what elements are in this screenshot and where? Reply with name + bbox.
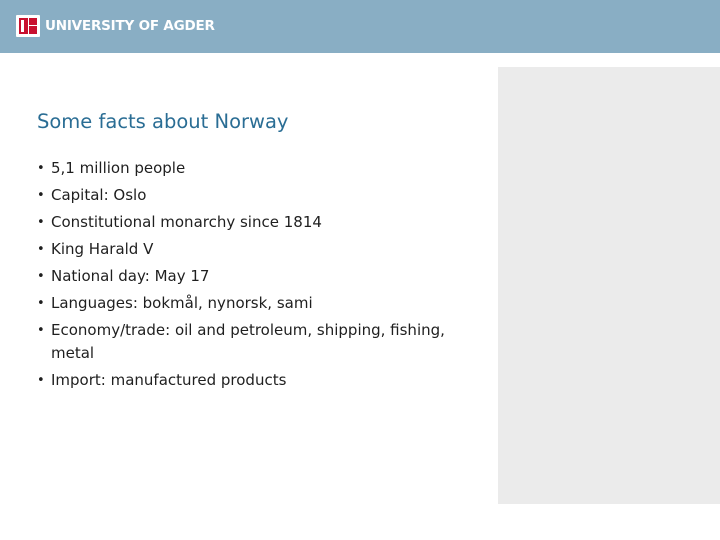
- bullet-item: [37, 157, 477, 180]
- bullet-dot: •: [37, 188, 45, 203]
- bullet-dot: •: [37, 161, 45, 176]
- bullet-text: King Harald V: [51, 240, 154, 258]
- bullet-text: Constitutional monarchy since 1814: [51, 213, 322, 231]
- slide-title: Some facts about Norway: [37, 110, 289, 133]
- bullet-item: [37, 319, 477, 365]
- bullet-dot: •: [37, 323, 45, 338]
- bullet-dot: •: [37, 373, 45, 388]
- bullet-text: Import: manufactured products: [51, 371, 287, 389]
- bullet-dot: •: [37, 269, 45, 284]
- header-bar: [0, 0, 720, 53]
- bullet-item: [37, 265, 477, 288]
- bullet-list: [37, 157, 477, 396]
- bullet-text: Capital: Oslo: [51, 186, 147, 204]
- bullet-item: [37, 211, 477, 234]
- bullet-item: [37, 238, 477, 261]
- university-logo: [16, 15, 215, 37]
- bullet-text: Economy/trade: oil and petroleum, shipping, fishing, metal: [51, 321, 445, 362]
- logo-text: UNIVERSITY OF AGDER: [45, 18, 215, 34]
- bullet-text: National day: May 17: [51, 267, 210, 285]
- bullet-text: Languages: bokmål, nynorsk, sami: [51, 294, 313, 312]
- bullet-dot: •: [37, 215, 45, 230]
- side-panel: [498, 67, 720, 504]
- bullet-item: [37, 369, 477, 392]
- university-of-agder-logo-icon: [16, 15, 40, 37]
- bullet-dot: •: [37, 296, 45, 311]
- bullet-item: [37, 184, 477, 207]
- bullet-text: 5,1 million people: [51, 159, 186, 177]
- bullet-item: [37, 292, 477, 315]
- bullet-dot: •: [37, 242, 45, 257]
